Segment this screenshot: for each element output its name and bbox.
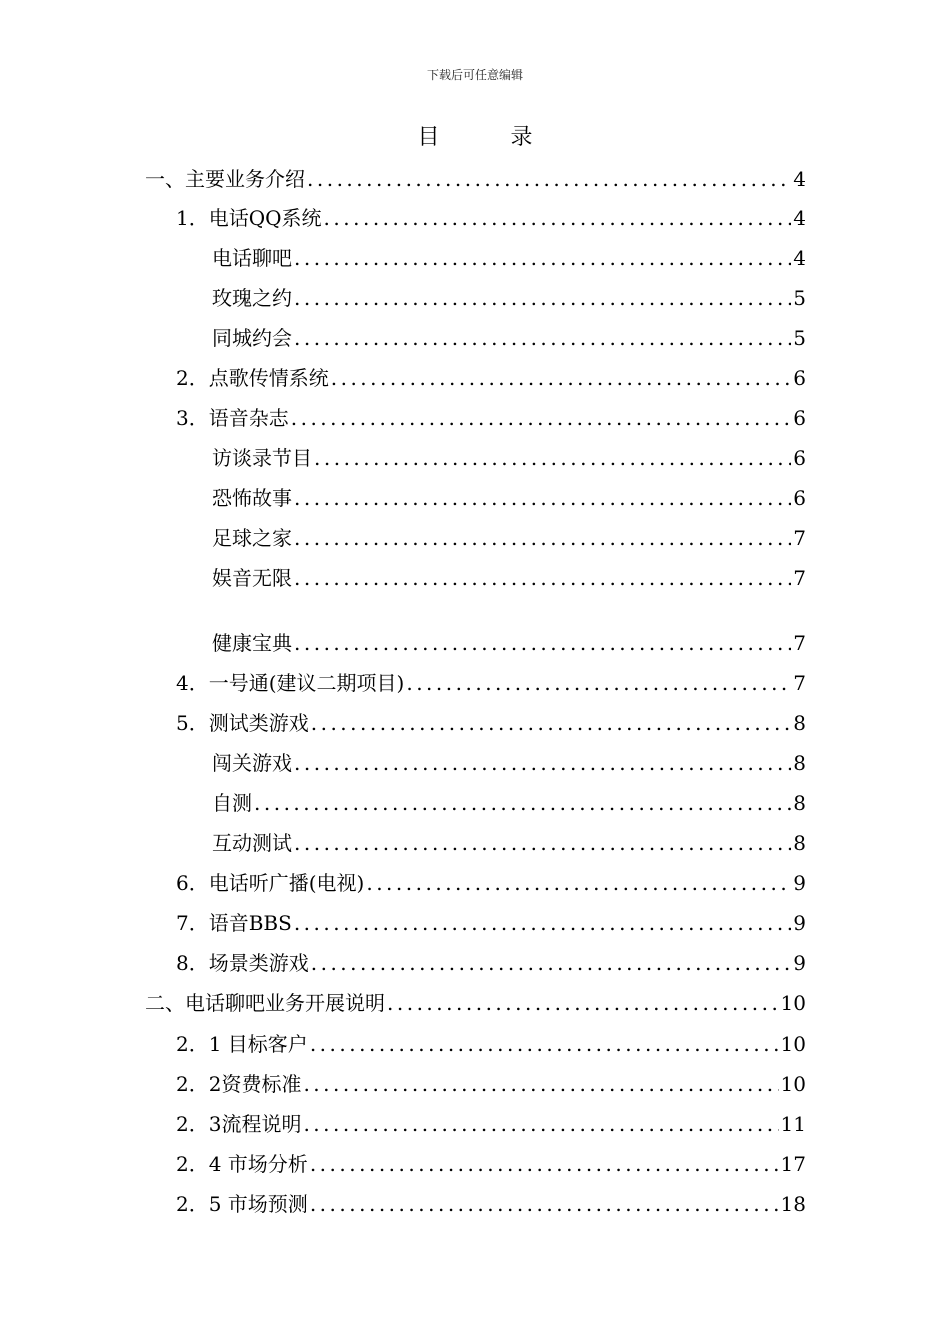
toc-dot-leader — [310, 1149, 779, 1179]
toc-entry[interactable] — [212, 748, 806, 778]
toc-dot-leader — [294, 828, 791, 858]
toc-entry-label: 玫瑰之约 — [212, 286, 292, 310]
toc-entry-label: 3．语音杂志 — [176, 406, 289, 430]
toc-entry[interactable] — [212, 628, 806, 658]
toc-entry[interactable] — [176, 1149, 806, 1179]
toc-entry[interactable] — [212, 283, 806, 313]
toc-entry[interactable] — [176, 868, 806, 898]
toc-entry-page: 8 — [793, 831, 806, 855]
toc-entry[interactable] — [176, 363, 806, 393]
toc-entry[interactable] — [212, 828, 806, 858]
toc-entry[interactable] — [212, 443, 806, 473]
toc-entry-label: 一、主要业务介绍 — [145, 167, 305, 191]
toc-entry-page: 7 — [793, 526, 806, 550]
toc-entry-label: 8．场景类游戏 — [176, 951, 309, 975]
toc-entry[interactable] — [212, 483, 806, 513]
toc-entry-page: 6 — [793, 406, 806, 430]
toc-entry[interactable] — [176, 1069, 806, 1099]
toc-entry-label: 二、电话聊吧业务开展说明 — [145, 991, 385, 1015]
toc-entry-page: 18 — [780, 1192, 806, 1216]
toc-entry-page: 7 — [793, 631, 806, 655]
toc-entry[interactable] — [176, 948, 806, 978]
toc-entry-label: 2．1 目标客户 — [176, 1032, 308, 1056]
toc-entry-label: 2．3流程说明 — [176, 1112, 302, 1136]
toc-dot-leader — [311, 948, 792, 978]
toc-dot-leader — [303, 1069, 778, 1099]
toc-entry-label: 7．语音BBS — [176, 911, 292, 935]
toc-entry-page: 4 — [793, 167, 806, 191]
toc-entry-label: 2．4 市场分析 — [176, 1152, 308, 1176]
toc-entry[interactable] — [145, 164, 806, 194]
toc-entry-label: 2．5 市场预测 — [176, 1192, 308, 1216]
toc-entry-label: 足球之家 — [212, 526, 292, 550]
toc-entry-label: 6．电话听广播(电视) — [176, 871, 365, 895]
toc-entry[interactable] — [212, 523, 806, 553]
toc-entry-label: 电话聊吧 — [212, 246, 292, 270]
toc-entry-page: 8 — [793, 791, 806, 815]
toc-entry-page: 8 — [793, 751, 806, 775]
toc-entry[interactable] — [176, 1109, 806, 1139]
toc-entry-page: 4 — [793, 206, 806, 230]
toc-entry-page: 11 — [780, 1112, 806, 1136]
toc-entry[interactable] — [176, 403, 806, 433]
toc-entry-page: 6 — [793, 446, 806, 470]
toc-entry-label: 自测 — [212, 791, 252, 815]
toc-entry-label: 1．电话QQ系统 — [176, 206, 322, 230]
toc-entry[interactable] — [176, 908, 806, 938]
toc-dot-leader — [254, 788, 791, 818]
toc-entry-page: 9 — [793, 951, 806, 975]
toc-entry-page: 4 — [793, 246, 806, 270]
toc-entry-page: 8 — [793, 711, 806, 735]
toc-entry[interactable] — [176, 1189, 806, 1219]
toc-dot-leader — [331, 363, 792, 393]
toc-entry[interactable] — [145, 988, 806, 1018]
toc-dot-leader — [294, 908, 791, 938]
toc-dot-leader — [294, 323, 791, 353]
toc-dot-leader — [366, 868, 791, 898]
toc-entry[interactable] — [176, 708, 806, 738]
toc-entry[interactable] — [212, 788, 806, 818]
toc-entry-page: 7 — [793, 671, 806, 695]
toc-entry[interactable] — [212, 563, 806, 593]
toc-dot-leader — [294, 748, 791, 778]
toc-entry[interactable] — [176, 203, 806, 233]
toc-dot-leader — [294, 483, 791, 513]
toc-dot-leader — [324, 203, 792, 233]
toc-dot-leader — [303, 1109, 778, 1139]
toc-dot-leader — [406, 668, 791, 698]
toc-dot-leader — [291, 403, 792, 433]
toc-dot-leader — [294, 628, 791, 658]
toc-entry-label: 2．点歌传情系统 — [176, 366, 329, 390]
toc-dot-leader — [294, 243, 791, 273]
toc-entry-label: 恐怖故事 — [212, 486, 292, 510]
toc-title: 目 录 — [417, 125, 565, 150]
toc-dot-leader — [314, 443, 791, 473]
toc-entry-label: 娱音无限 — [212, 566, 292, 590]
toc-entry-label: 闯关游戏 — [212, 751, 292, 775]
toc-dot-leader — [387, 988, 779, 1018]
toc-entry-page: 6 — [793, 486, 806, 510]
toc-entry-page: 9 — [793, 911, 806, 935]
toc-entry[interactable] — [212, 323, 806, 353]
toc-dot-leader — [311, 708, 792, 738]
toc-dot-leader — [310, 1029, 779, 1059]
toc-dot-leader — [294, 523, 791, 553]
toc-entry-page: 10 — [780, 1072, 806, 1096]
toc-entry-label: 2．2资费标准 — [176, 1072, 302, 1096]
toc-dot-leader — [294, 283, 791, 313]
toc-entry-page: 5 — [793, 326, 806, 350]
toc-entry-label: 同城约会 — [212, 326, 292, 350]
toc-entry[interactable] — [212, 243, 806, 273]
toc-dot-leader — [307, 164, 791, 194]
toc-entry-label: 访谈录节目 — [212, 446, 312, 470]
header-note: 下载后可任意编辑 — [426, 68, 523, 82]
toc-entry-page: 10 — [780, 991, 806, 1015]
toc-entry-label: 4．一号通(建议二期项目) — [176, 671, 405, 695]
toc-entry-page: 6 — [793, 366, 806, 390]
toc-entry-page: 10 — [780, 1032, 806, 1056]
toc-entry-label: 5．测试类游戏 — [176, 711, 309, 735]
toc-entry[interactable] — [176, 1029, 806, 1059]
toc-entry-label: 健康宝典 — [212, 631, 292, 655]
toc-entry-page: 7 — [793, 566, 806, 590]
toc-dot-leader — [310, 1189, 779, 1219]
toc-entry-page: 9 — [793, 871, 806, 895]
toc-entry[interactable] — [176, 668, 806, 698]
toc-entry-label: 互动测试 — [212, 831, 292, 855]
toc-dot-leader — [294, 563, 791, 593]
toc-entry-page: 5 — [793, 286, 806, 310]
toc-entry-page: 17 — [780, 1152, 806, 1176]
